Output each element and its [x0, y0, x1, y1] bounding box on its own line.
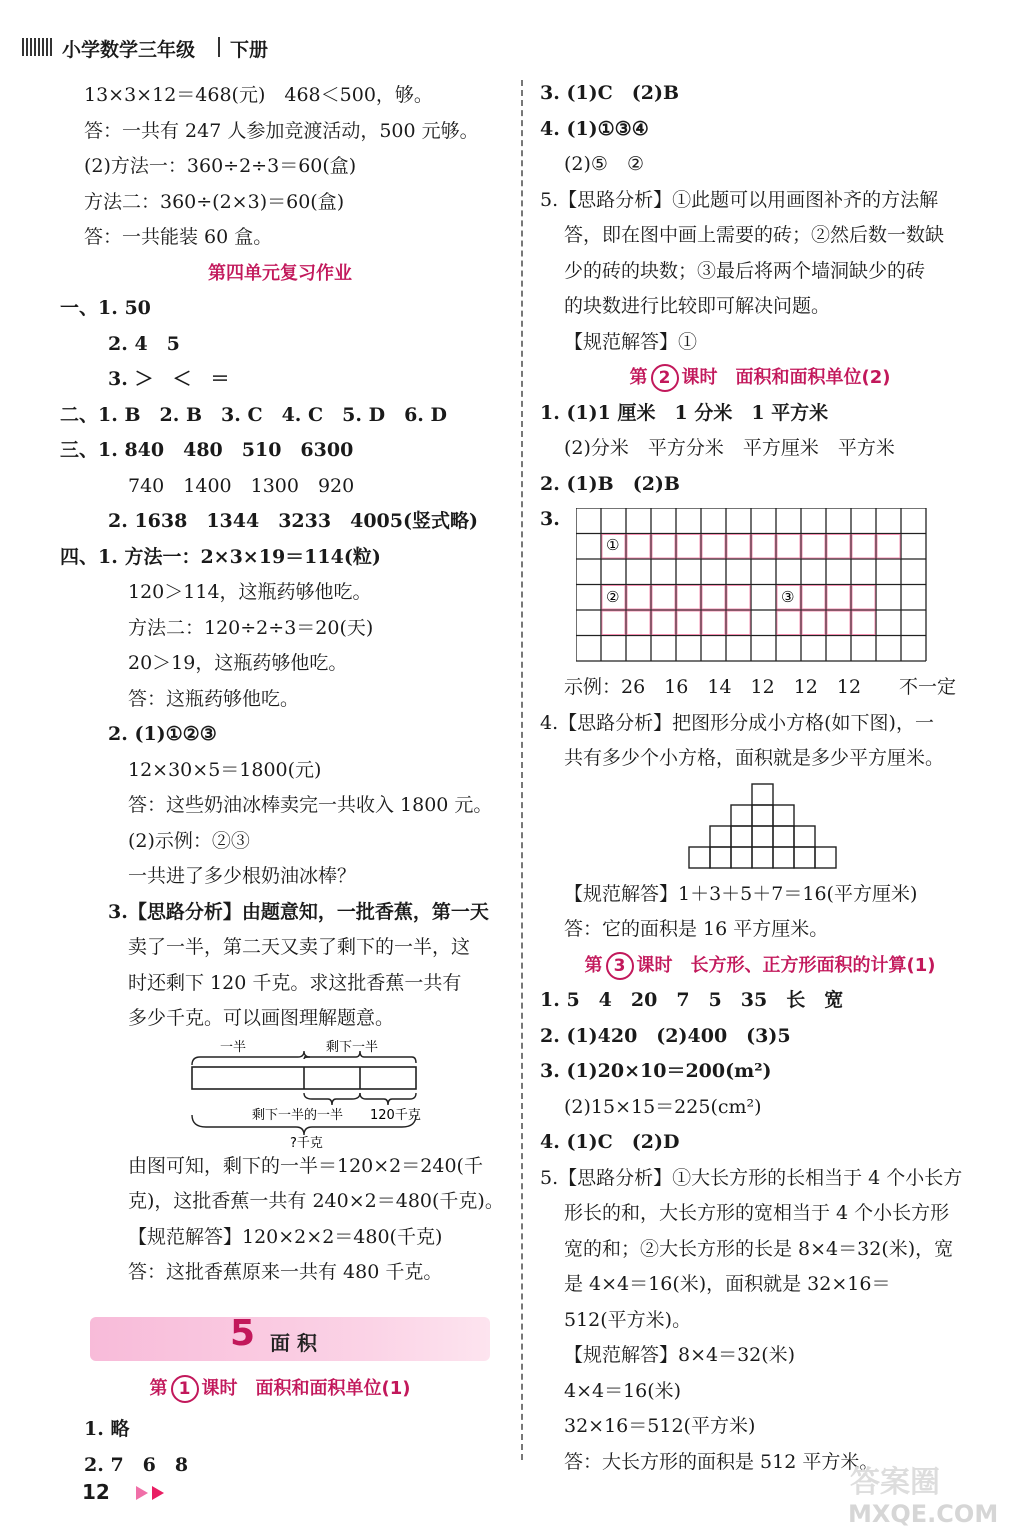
watermark: [820, 1460, 1010, 1530]
hole-label-2: ②: [606, 588, 620, 606]
answer-line: 方法二：120÷2÷3＝20(天): [128, 616, 374, 639]
answer-line: 方法二：360÷(2×3)＝60(盒): [84, 190, 345, 213]
answer-line: 答：一共能装 60 盒。: [84, 226, 273, 248]
answer-line: 答：一共有 247 人参加竞渡活动，500 元够。: [84, 119, 479, 142]
answer-line: 2. (1)B (2)B: [540, 472, 680, 495]
pyramid-cell: [731, 847, 752, 868]
answer-line: 三、1. 840 480 510 6300: [60, 439, 354, 461]
answer-line: 512(平方米)。: [564, 1308, 692, 1331]
label-rest-rest: 剩下一半的一半: [252, 1107, 344, 1123]
answer-line: 2. (1)①②③: [108, 723, 217, 745]
answer-line: 3. ＞ ＜ ＝: [108, 368, 230, 390]
answer-line: 2. 7 6 8: [84, 1453, 189, 1476]
answer-line: 卖了一半，第二天又卖了剩下的一半，这: [128, 936, 471, 958]
answer-line: 答：这瓶药够他吃。: [128, 687, 300, 710]
answer-line: 32×16＝512(平方米): [564, 1415, 756, 1437]
lesson-title: 第 3 课时 长方形、正方形面积的计算(1): [540, 948, 980, 984]
pyramid-cell: [794, 826, 815, 847]
section-title: 第四单元复习作业: [208, 262, 352, 284]
answer-line: (2)15×15＝225(cm²): [564, 1095, 762, 1118]
pyramid-cell: [794, 847, 815, 868]
answer-line: 5.【思路分析】①此题可以用画图补齐的方法解: [540, 188, 939, 211]
answer-line: 【规范解答】1＋3＋5＋7＝16(平方厘米): [564, 882, 918, 905]
answer-line: 5.【思路分析】①大长方形的长相当于 4 个小长方: [540, 1166, 963, 1189]
page-header: [0, 30, 1024, 64]
pyramid-cell: [731, 805, 752, 826]
hole-label-3: ③: [781, 588, 795, 606]
answer-line: 答，即在图中画上需要的砖；②然后数一数缺: [564, 224, 945, 246]
answer-line: 多少千克。可以画图理解题意。: [128, 1007, 395, 1029]
answer-line: 2. 1638 1344 3233 4005(竖式略): [108, 510, 478, 532]
label-rest-half: 剩下一半: [326, 1039, 379, 1055]
answer-line: 答：这批香蕉原来一共有 480 千克。: [128, 1261, 443, 1283]
answer-line: 120＞114，这瓶药够他吃。: [128, 581, 372, 603]
answer-line: 由图可知，剩下的一半＝120×2＝240(千: [128, 1154, 483, 1177]
answer-line: 的块数进行比较即可解决问题。: [564, 295, 831, 317]
column-divider: [521, 80, 523, 1460]
answer-line: (2)分米 平方分米 平方厘米 平方米: [564, 437, 895, 459]
page-number: 12: [82, 1480, 110, 1504]
left-column: [60, 78, 504, 1483]
answer-line: 【规范解答】8×4＝32(米): [564, 1344, 796, 1366]
answer-line: 【规范解答】①: [564, 330, 698, 353]
lesson-number: 3: [606, 952, 634, 980]
answer-line: 是 4×4＝16(米)，面积就是 32×16＝: [564, 1273, 891, 1295]
pyramid-figure: [540, 777, 980, 877]
answer-line: 13×3×12＝468(元) 468＜500，够。: [84, 84, 433, 106]
watermark-top: 答案圈: [850, 1465, 940, 1500]
unit-name: 面 积: [270, 1330, 317, 1355]
answer-line: 4.【思路分析】把图形分成小方格(如下图)，一: [540, 711, 934, 734]
answer-line: 答：大长方形的面积是 512 平方米。: [564, 1450, 879, 1473]
answer-line: 2. (1)420 (2)400 (3)5: [540, 1024, 791, 1047]
lesson-number: 2: [651, 364, 679, 392]
pyramid-cell: [710, 826, 731, 847]
answer-line: 一、1. 50: [60, 297, 151, 319]
pyramid-cell: [752, 784, 773, 805]
book-title: 小学数学三年级: [62, 39, 196, 61]
book-volume: 下册: [230, 39, 269, 61]
label-120: 120千克: [370, 1107, 421, 1123]
answer-line: 答：这些奶油冰棒卖完一共收入 1800 元。: [128, 794, 493, 816]
unit-number: 5: [230, 1312, 256, 1354]
answer-line: 宽的和；②大长方形的长是 8×4＝32(米)，宽: [564, 1237, 954, 1260]
answer-line: 4. (1)①③④: [540, 117, 649, 140]
banana-diagram: [60, 1037, 500, 1149]
answer-line: 1. 5 4 20 7 5 35 长 宽: [540, 989, 844, 1011]
pyramid-cell: [752, 826, 773, 847]
pyramid-cell: [752, 805, 773, 826]
answer-line: (2)方法一：360÷2÷3＝60(盒): [84, 155, 357, 177]
pyramid-cell: [710, 847, 731, 868]
hole-label-1: ①: [606, 536, 620, 554]
answer-line: 3. (1)C (2)B: [540, 82, 680, 104]
answer-line: 2. 4 5: [108, 332, 180, 355]
answer-line: 12×30×5＝1800(元): [128, 758, 322, 781]
answer-line: 共有多少个小方格，面积就是多少平方厘米。: [564, 747, 945, 769]
answer-line: (2)⑤ ②: [564, 153, 644, 175]
answer-line: 3.【思路分析】由题意知，一批香蕉，第一天: [108, 900, 489, 923]
pyramid-cell: [752, 847, 773, 868]
pyramid-cell: [815, 847, 836, 868]
answer-line: 少的砖的块数；③最后将两个墙洞缺少的砖: [564, 259, 926, 282]
answer-line: 示例：26 16 14 12 12 12 不一定: [564, 676, 957, 698]
answer-line: 【规范解答】120×2×2＝480(千克): [128, 1225, 443, 1248]
lesson-number: 1: [171, 1375, 199, 1403]
watermark-bottom: MXQE.COM: [848, 1500, 999, 1528]
answer-line: 4. (1)C (2)D: [540, 1131, 680, 1153]
answer-line: 二、1. B 2. B 3. C 4. C 5. D 6. D: [60, 403, 448, 426]
page-arrow-icon: [136, 1484, 170, 1502]
label-total: ?千克: [290, 1135, 323, 1149]
right-column: [540, 76, 980, 1480]
pyramid-cell: [773, 826, 794, 847]
unit-banner: [90, 1312, 490, 1361]
label-half: 一半: [220, 1039, 247, 1055]
lesson-title: 第 1 课时 面积和面积单位(1): [60, 1371, 500, 1407]
answer-line: 时还剩下 120 千克。求这批香蕉一共有: [128, 971, 462, 994]
answer-line: 4×4＝16(米): [564, 1379, 682, 1402]
answer-line: 一共进了多少根奶油冰棒？: [128, 865, 357, 887]
header-separator: [218, 37, 220, 57]
header-decoration: [22, 38, 52, 56]
answer-line: 1. (1)1 厘米 1 分米 1 平方米: [540, 401, 829, 424]
lesson-title: 第 2 课时 面积和面积单位(2): [540, 360, 980, 396]
pyramid-cell: [731, 826, 752, 847]
answer-line: 克)，这批香蕉一共有 240×2＝480(千克)。: [128, 1190, 504, 1212]
pyramid-cell: [773, 805, 794, 826]
brick-grid-figure: 3. ① ② ③: [540, 502, 980, 670]
answer-line: 740 1400 1300 920: [128, 474, 355, 497]
answer-line: (2)示例：②③: [128, 829, 250, 852]
pyramid-cell: [689, 847, 710, 868]
answer-line: 四、1. 方法一：2×3×19＝114(粒): [60, 545, 381, 568]
pyramid-cell: [773, 847, 794, 868]
answer-line: 3. (1)20×10＝200(m²): [540, 1060, 772, 1082]
answer-line: 答：它的面积是 16 平方厘米。: [564, 918, 829, 940]
answer-line: 形长的和，大长方形的宽相当于 4 个小长方形: [564, 1202, 950, 1224]
brick-grid: [576, 508, 928, 664]
answer-line: 20＞19，这瓶药够他吃。: [128, 652, 348, 674]
answer-line: 1. 略: [84, 1418, 130, 1440]
